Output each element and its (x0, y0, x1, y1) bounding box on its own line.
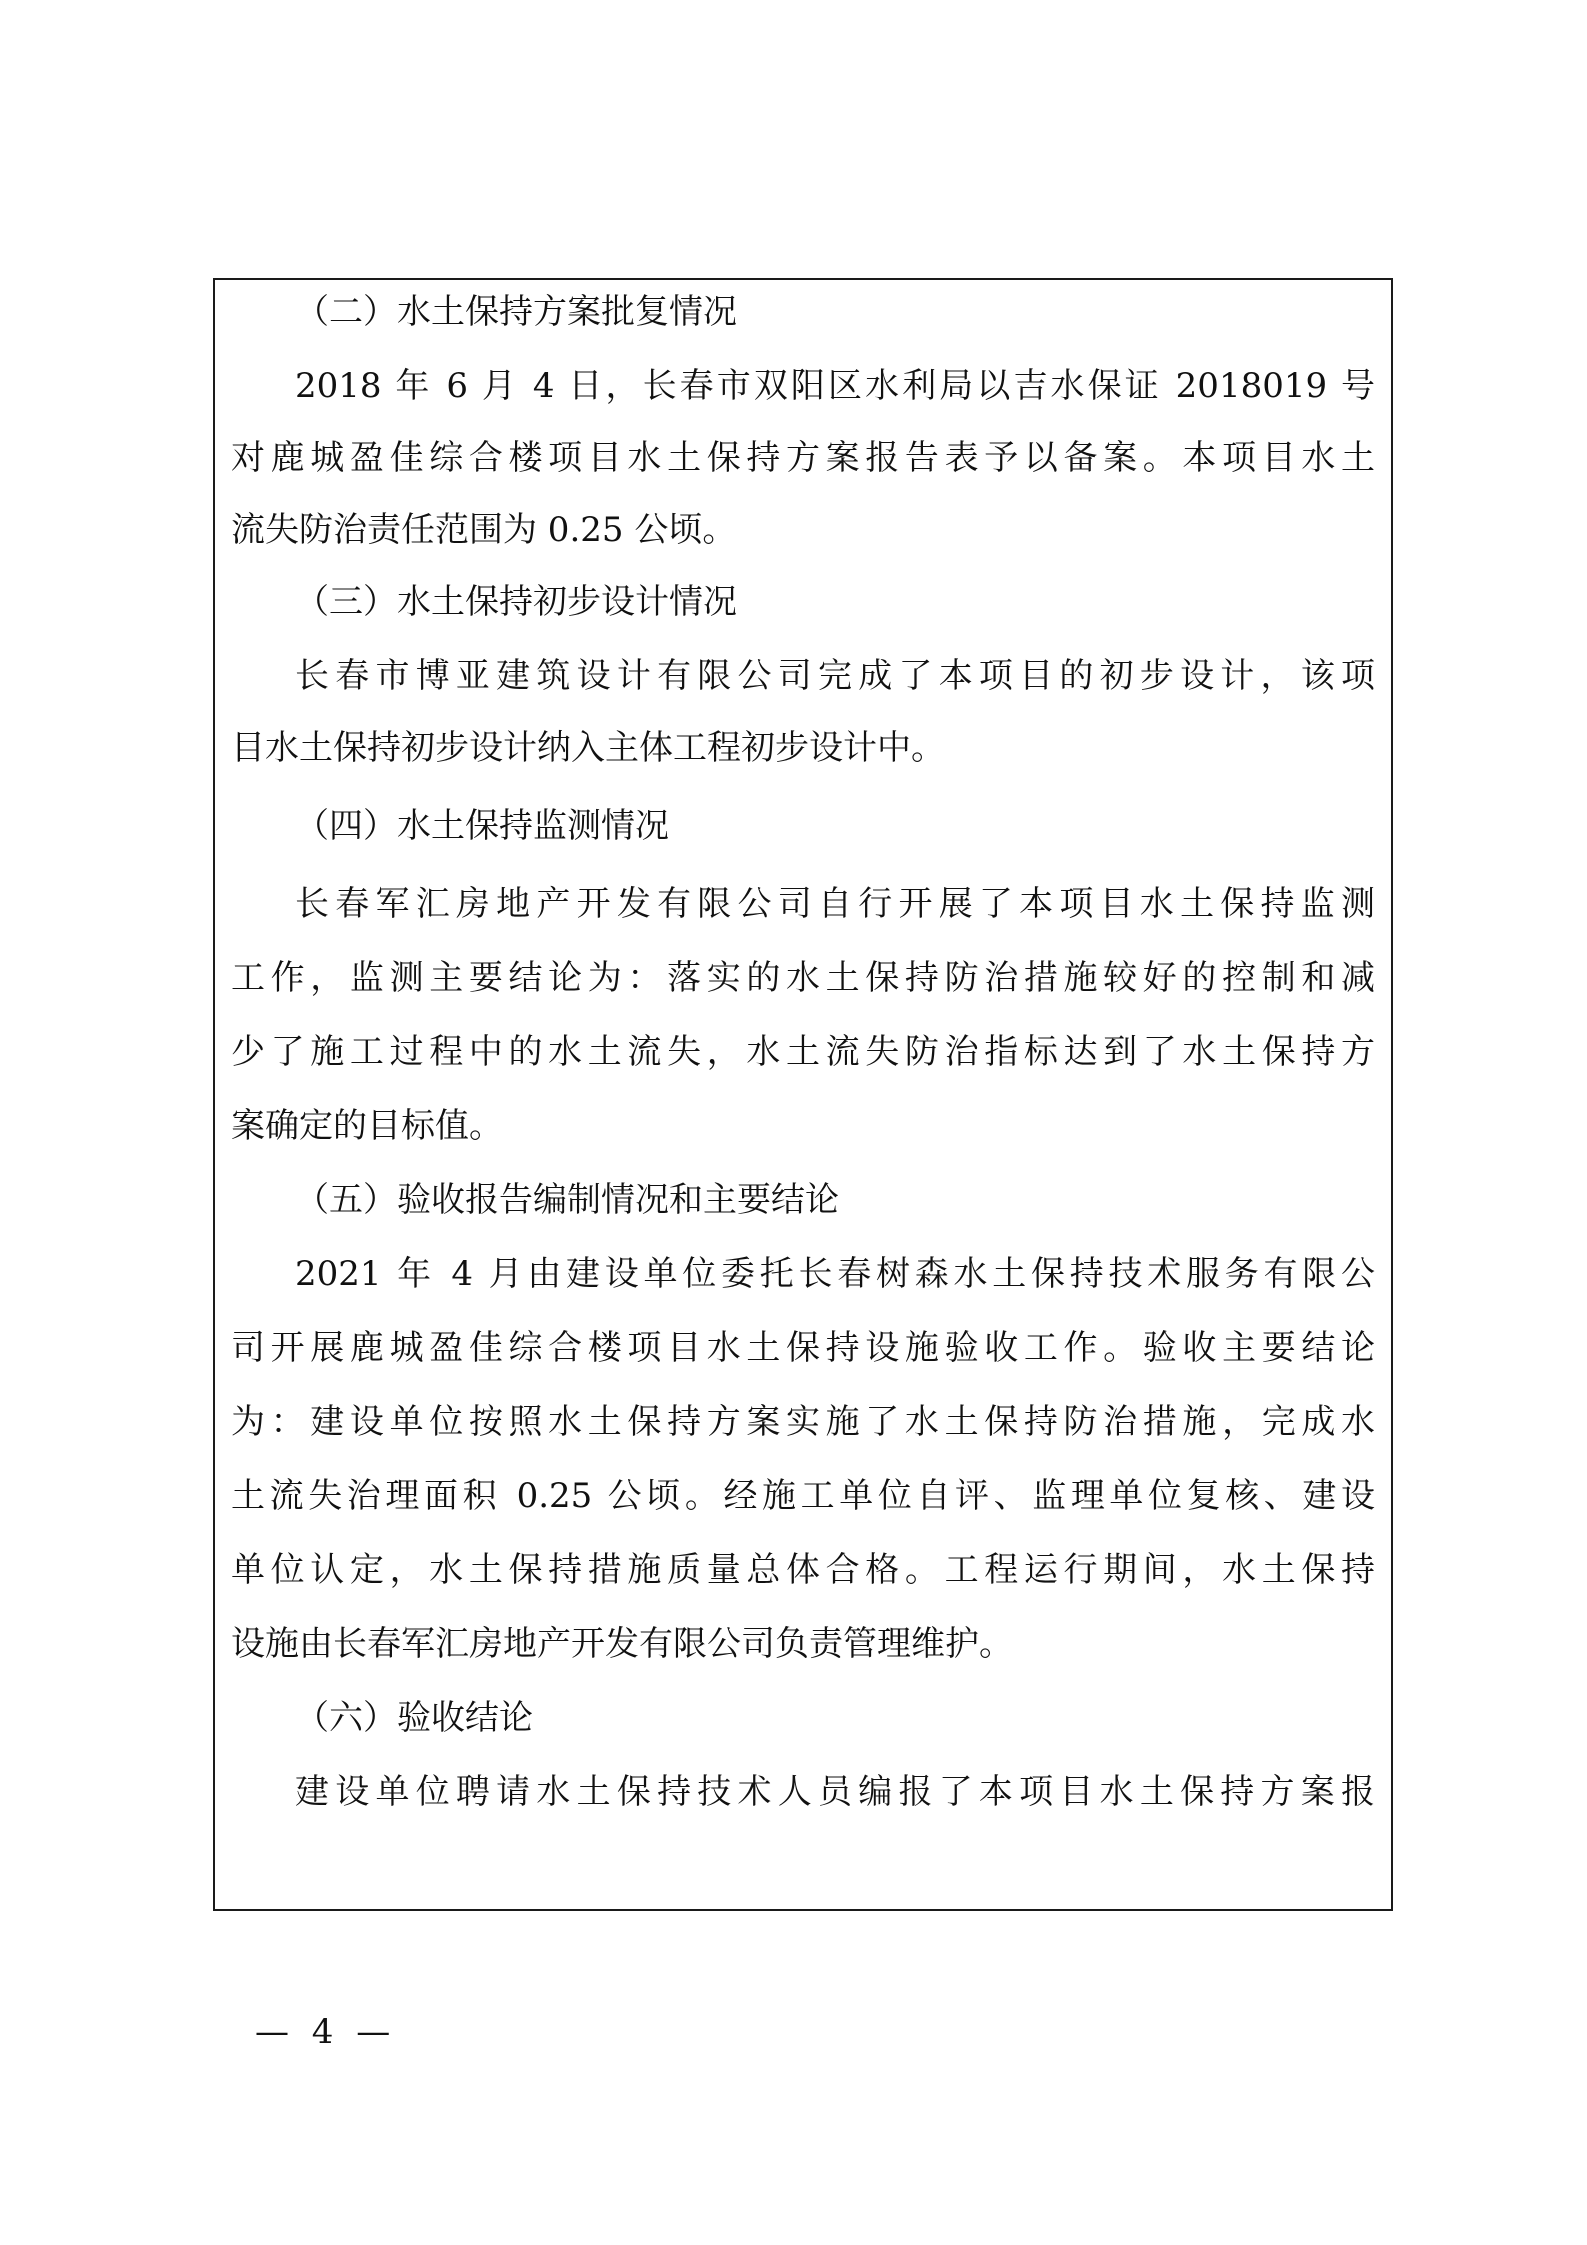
section-heading: （六）验收结论 (295, 1698, 533, 1738)
page-number: — 4 — (255, 2012, 397, 2052)
paragraph-line: 目水土保持初步设计纳入主体工程初步设计中。 (231, 728, 945, 768)
paragraph-line: 流失防治责任范围为 0.25 公顷。 (231, 510, 737, 550)
section-heading: （四）水土保持监测情况 (295, 806, 669, 846)
paragraph-line: 长春市博亚建筑设计有限公司完成了本项目的初步设计，该项 (295, 656, 1375, 696)
paragraph-line: 司开展鹿城盈佳综合楼项目水土保持设施验收工作。验收主要结论 (231, 1328, 1375, 1368)
document-table-cell (213, 278, 1393, 1911)
section-heading: （三）水土保持初步设计情况 (295, 582, 737, 622)
paragraph-line: 土流失治理面积 0.25 公顷。经施工单位自评、监理单位复核、建设 (231, 1476, 1375, 1516)
paragraph-line: 2018 年 6 月 4 日，长春市双阳区水利局以吉水保证 2018019 号 (295, 366, 1375, 406)
paragraph-line: 长春军汇房地产开发有限公司自行开展了本项目水土保持监测 (295, 884, 1375, 924)
paragraph-line: 工作，监测主要结论为：落实的水土保持防治措施较好的控制和减 (231, 958, 1375, 998)
paragraph-line: 为：建设单位按照水土保持方案实施了水土保持防治措施，完成水 (231, 1402, 1375, 1442)
section-heading: （五）验收报告编制情况和主要结论 (295, 1180, 839, 1220)
paragraph-line: 2021 年 4 月由建设单位委托长春树森水土保持技术服务有限公 (295, 1254, 1375, 1294)
section-heading: （二）水土保持方案批复情况 (295, 292, 737, 332)
paragraph-line: 设施由长春军汇房地产开发有限公司负责管理维护。 (231, 1624, 1013, 1664)
paragraph-line: 对鹿城盈佳综合楼项目水土保持方案报告表予以备案。本项目水土 (231, 438, 1375, 478)
paragraph-line: 少了施工过程中的水土流失，水土流失防治指标达到了水土保持方 (231, 1032, 1375, 1072)
paragraph-line: 建设单位聘请水土保持技术人员编报了本项目水土保持方案报 (295, 1772, 1375, 1812)
paragraph-line: 案确定的目标值。 (231, 1106, 503, 1146)
paragraph-line: 单位认定，水土保持措施质量总体合格。工程运行期间，水土保持 (231, 1550, 1375, 1590)
